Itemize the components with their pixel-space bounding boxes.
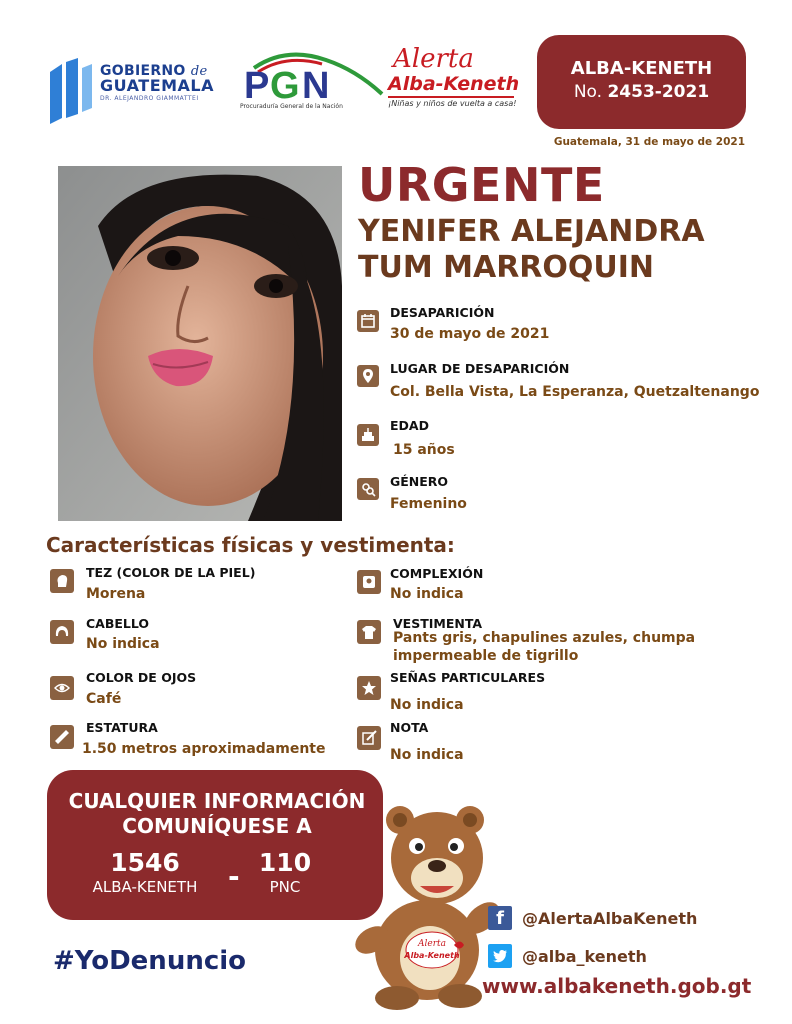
edad-label: EDAD [390, 418, 429, 433]
vestimenta-value-line1: Pants gris, chapulines azules, chumpa [393, 630, 696, 646]
cabello-label: CABELLO [86, 616, 150, 631]
vestimenta-label: VESTIMENTA [393, 616, 483, 631]
alerta-slogan: ¡Niñas y niños de vuelta a casa! [388, 99, 517, 108]
ojos-label: COLOR DE OJOS [86, 670, 197, 685]
person-name-line2: TUM MARROQUIN [358, 250, 655, 285]
lugar-label: LUGAR DE DESAPARICIÓN [390, 361, 570, 376]
missing-person-photo [58, 166, 342, 521]
gobierno-flag-icon [48, 58, 94, 124]
svg-text:P: P [244, 65, 270, 107]
phone-separator: - [228, 860, 240, 893]
bear-badge-line2: Alba-Keneth [404, 951, 460, 960]
lugar-value: Col. Bella Vista, La Esperanza, Quetzaltenango [390, 384, 760, 400]
hashtag: #YoDenuncio [53, 946, 247, 976]
person-name-line1: YENIFER ALEJANDRA [358, 214, 705, 249]
phone-pnc-label: PNC [269, 878, 301, 896]
desaparicion-label: DESAPARICIÓN [390, 305, 495, 320]
case-number: No. 2453-2021 [573, 82, 710, 102]
urgent-heading: URGENTE [358, 158, 605, 212]
nota-value: No indica [390, 747, 464, 763]
desaparicion-value: 30 de mayo de 2021 [390, 326, 550, 342]
gender-icon [357, 478, 379, 500]
phone-alba-keneth: 1546 [110, 848, 180, 877]
cabello-value: No indica [86, 636, 160, 652]
senas-value: No indica [390, 697, 464, 713]
cake-icon [357, 424, 379, 446]
vestimenta-value-line2: impermeable de tigrillo [393, 648, 579, 664]
eye-icon [50, 676, 74, 700]
senas-label: SEÑAS PARTICULARES [390, 670, 546, 685]
shirt-icon [357, 620, 381, 644]
note-icon [357, 726, 381, 750]
svg-text:N: N [302, 65, 330, 107]
twitter-handle[interactable]: @alba_keneth [522, 947, 647, 966]
facebook-icon[interactable]: f [488, 906, 512, 930]
alerta-logo-line1: Alerta [393, 44, 474, 74]
twitter-icon[interactable] [488, 944, 512, 968]
issue-date: Guatemala, 31 de mayo de 2021 [553, 136, 745, 148]
tez-label: TEZ (COLOR DE LA PIEL) [86, 565, 256, 580]
contact-line1: CUALQUIER INFORMACIÓN [68, 789, 366, 813]
hair-icon [50, 620, 74, 644]
head-icon [50, 569, 74, 593]
case-title: ALBA-KENETH [570, 58, 713, 79]
star-icon [357, 676, 381, 700]
estatura-label: ESTATURA [86, 720, 158, 735]
alerta-logo-line2: Alba-Keneth [388, 73, 520, 95]
website-link[interactable]: www.albakeneth.gob.gt [482, 974, 752, 998]
ruler-icon [50, 725, 74, 749]
edad-value: 15 años [393, 442, 455, 458]
bear-badge-line1: Alerta [418, 939, 446, 949]
characteristics-title: Características físicas y vestimenta: [46, 533, 455, 557]
estatura-value: 1.50 metros aproximadamente [82, 741, 326, 757]
alerta-underline [388, 96, 514, 98]
svg-text:G: G [270, 65, 300, 107]
genero-value: Femenino [390, 496, 467, 512]
contact-line2: COMUNÍQUESE A [122, 814, 312, 838]
complexion-label: COMPLEXIÓN [390, 566, 484, 581]
phone-alba-keneth-label: ALBA-KENETH [92, 878, 198, 896]
phone-pnc: 110 [258, 848, 312, 877]
ojos-value: Café [86, 691, 122, 707]
nota-label: NOTA [390, 720, 429, 735]
complexion-value: No indica [390, 586, 464, 602]
calendar-icon [357, 310, 379, 332]
gobierno-logo: GOBIERNO de GUATEMALA DR. ALEJANDRO GIAMMATTEI [100, 63, 214, 102]
location-pin-icon [357, 365, 379, 387]
pgn-subtitle: Procuraduría General de la Nación [240, 103, 343, 110]
tez-value: Morena [86, 586, 146, 602]
facebook-handle[interactable]: @AlertaAlbaKeneth [522, 909, 698, 928]
genero-label: GÉNERO [390, 474, 449, 489]
scale-icon [357, 570, 381, 594]
